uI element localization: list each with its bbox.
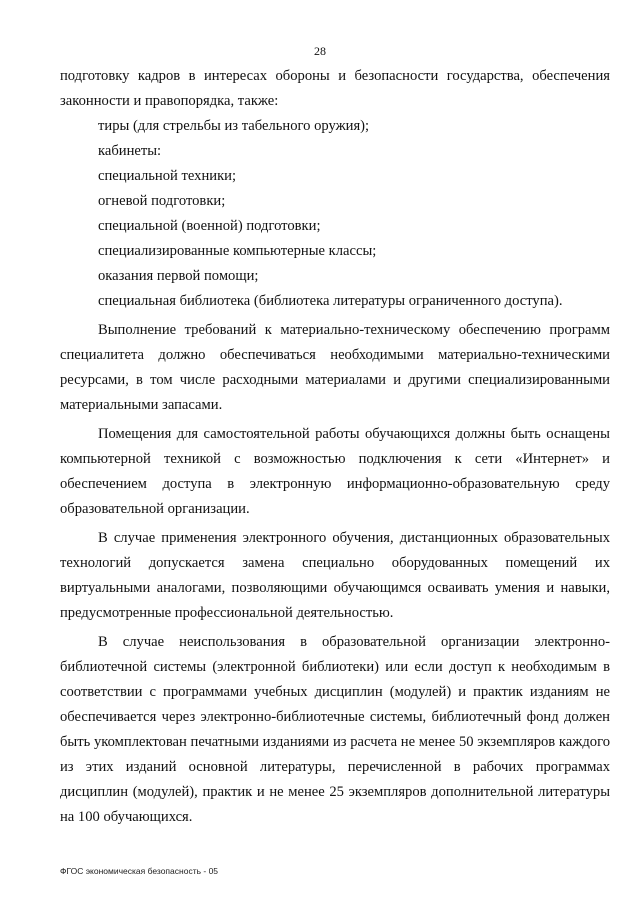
list-item: специальной (военной) подготовки; [98, 218, 321, 234]
list-item: огневой подготовки; [98, 193, 226, 209]
list-item: кабинеты: [98, 143, 162, 159]
list-item: специальной техники; [98, 168, 237, 184]
paragraph: В случае применения электронного обучения, дистанционных образовательных технологий допускается замена специально оборудованных помещений их виртуальными аналогами, позволяющими обучающимся осваивать умения и навыки, предусмотренные профессиональной деятельностью. [60, 530, 610, 621]
list-item: тиры (для стрельбы из табельного оружия); [98, 118, 370, 134]
document-body [60, 64, 610, 830]
footer-label: ФГОС экономическая безопасность - 05 [60, 866, 219, 876]
page-number: 28 [314, 44, 326, 58]
list-item: оказания первой помощи; [98, 268, 259, 284]
intro-paragraph: подготовку кадров в интересах обороны и безопасности государства, обеспечения законности и правопорядка, также: [60, 68, 610, 109]
list-item: специализированные компьютерные классы; [98, 243, 377, 259]
list-item: специальная библиотека (библиотека литературы ограниченного доступа). [98, 293, 563, 309]
paragraph: В случае неиспользования в образовательной организации электронно-библиотечной системы (электронной библиотеки) или если доступ к необходимым в соответствии с программами учебных дисциплин (модулей) и практик изданиям не обеспечивается через электронно-библиотечные системы, библиотечный фонд должен быть укомплектован печатными изданиями из расчета не менее 50 экземпляров каждого из этих изданий основной литературы, перечисленной в рабочих программах дисциплин (модулей), практик и не менее 25 экземпляров дополнительной литературы на 100 обучающихся. [60, 634, 610, 825]
paragraph: Выполнение требований к материально-техническому обеспечению программ специалитета должно обеспечиваться необходимыми материально-техническими ресурсами, в том числе расходными материалами и другими специализированными материальными запасами. [60, 322, 610, 413]
paragraph: Помещения для самостоятельной работы обучающихся должны быть оснащены компьютерной техникой с возможностью подключения к сети «Интернет» и обеспечением доступа в электронную информационно-образовательную среду образовательной организации. [60, 426, 610, 517]
